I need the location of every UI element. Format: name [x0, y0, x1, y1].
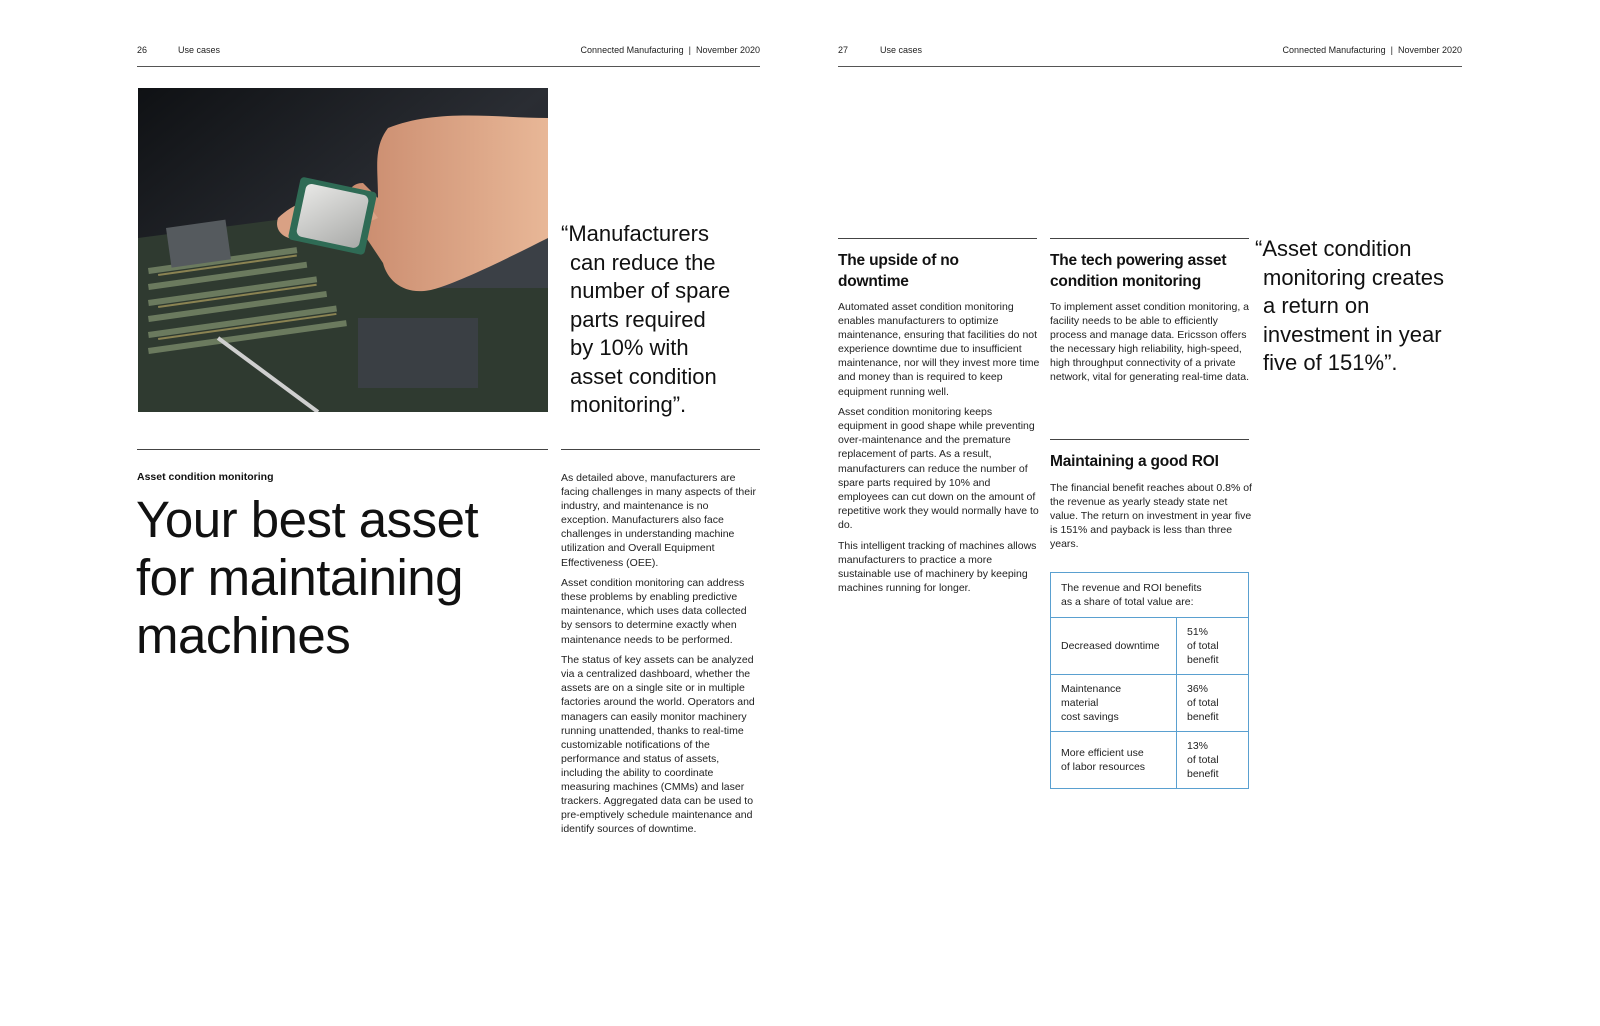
value-line: benefit: [1187, 654, 1219, 666]
col2-body: [1050, 300, 1252, 391]
paragraph: As detailed above, manufacturers are facing challenges in many aspects of their industry, and maintenance is no exception. Manufacturers also face challenges in understanding machine utilization and Overall Equipment Effectiveness (OEE).: [561, 472, 756, 569]
row-label: [1051, 675, 1177, 732]
value-line: benefit: [1187, 768, 1219, 780]
col2-heading: [1050, 250, 1226, 292]
quote-line: “Asset condition: [1255, 236, 1412, 261]
row-value: [1177, 675, 1249, 732]
value-line: of total: [1187, 697, 1219, 709]
title-line: machines: [136, 607, 351, 664]
paragraph: To implement asset condition monitoring, a facility needs to be able to efficiently process and manage data. Ericsson offers the necessary high reliability, high-speed, high throughput connectivity of a private network, vital for generating real-time data.: [1050, 301, 1250, 384]
table-row: [1051, 618, 1249, 675]
row-value: [1177, 618, 1249, 675]
section-label: Use cases: [178, 45, 221, 55]
paragraph: The financial benefit reaches about 0.8% of the revenue as yearly steady state net value. The return on investment in year five is 151% and payback is less than three years.: [1050, 482, 1252, 551]
column-rule: [838, 238, 1037, 239]
page-number: 26: [137, 45, 148, 55]
label-line: of labor resources: [1061, 761, 1146, 773]
header-rule: [137, 66, 760, 67]
table-row: [1051, 675, 1249, 732]
label-line: More efficient use: [1061, 747, 1144, 759]
label-line: Decreased downtime: [1061, 640, 1160, 652]
quote-line: asset condition: [570, 363, 717, 389]
body-column: [561, 471, 756, 843]
heading-line: condition monitoring: [1050, 273, 1201, 290]
title-line: for maintaining: [136, 549, 464, 606]
heading-line: The upside of no: [838, 252, 959, 269]
roi-body: [1050, 481, 1252, 558]
quote-line: five of 151%”.: [1263, 350, 1398, 375]
section-rule: [561, 449, 760, 450]
page-title: [136, 491, 478, 665]
value-line: of total: [1187, 640, 1219, 652]
row-label: [1051, 732, 1177, 789]
quote-line: can reduce the: [570, 249, 716, 275]
caption-line: The revenue and ROI benefits: [1061, 582, 1202, 594]
quote-line: monitoring”.: [570, 392, 687, 417]
label-line: cost savings: [1061, 711, 1119, 723]
quote-line: monitoring creates: [1263, 264, 1444, 290]
paragraph: Asset condition monitoring can address these problems by enabling predictive maintenance, which uses data collected by sensors to determine exactly when maintenance needs to be performed.: [561, 577, 747, 646]
page-number: 27: [838, 45, 849, 55]
value-line: 36%: [1187, 683, 1209, 695]
quote-line: “Manufacturers: [561, 221, 709, 246]
paragraph: The status of key assets can be analyzed via a centralized dashboard, whether the assets are on a single site or in multiple factories around the world. Operators and managers can easily monitor machinery running unattended, thanks to real-time customizable notifications of the performance and status of assets, including the ability to coordinate measuring machines (CMMs) and laser trackers. Aggregated data can be used to pre-emptively schedule maintenance and identify sources of downtime.: [561, 654, 755, 836]
quote-line: a return on: [1263, 293, 1370, 318]
hand-holding-chip-photo: [138, 88, 548, 412]
table-caption: [1051, 573, 1249, 618]
running-title: Connected Manufacturing | November 2020: [580, 45, 760, 55]
section-rule: [137, 449, 548, 450]
title-line: Your best asset: [136, 491, 479, 548]
column-rule: [1050, 238, 1249, 239]
running-title: Connected Manufacturing | November 2020: [1282, 45, 1462, 55]
value-line: 51%: [1187, 626, 1209, 638]
roi-heading: Maintaining a good ROI: [1050, 453, 1219, 470]
quote-line: investment in year: [1263, 321, 1442, 347]
label-line: Maintenance: [1061, 683, 1122, 695]
quote-line: parts required: [570, 306, 706, 332]
roi-table: [1050, 572, 1249, 789]
paragraph: This intelligent tracking of machines allows manufacturers to practice a more sustainable use of machinery by keeping machines running for longer.: [838, 539, 1037, 594]
value-line: of total: [1187, 754, 1219, 766]
table-row: [1051, 732, 1249, 789]
pull-quote: [561, 220, 730, 420]
row-value: [1177, 732, 1249, 789]
roi-rule: [1050, 439, 1249, 440]
pull-quote: [1255, 235, 1444, 378]
quote-line: by 10% with: [570, 335, 689, 360]
header-rule: [838, 66, 1462, 67]
caption-line: as a share of total value are:: [1061, 596, 1194, 608]
quote-line: number of spare: [570, 278, 731, 303]
value-line: 13%: [1187, 740, 1209, 752]
label-line: material: [1061, 697, 1099, 709]
row-label: [1051, 618, 1177, 675]
section-label: Use cases: [880, 45, 923, 55]
col1-heading: [838, 250, 959, 292]
heading-line: downtime: [838, 273, 909, 290]
paragraph: Asset condition monitoring keeps equipment in good shape while preventing over-maintenance and the premature replacement of parts. As a result, manufacturers can reduce the number of spare parts required by 10% and employees can cut down on the amount of repetitive work they would normally have to do.: [838, 406, 1039, 531]
heading-line: The tech powering asset: [1050, 252, 1227, 269]
paragraph: Automated asset condition monitoring enables manufacturers to optimize maintenance, ensuring that facilities do not experience downtime due to insufficient maintenance, nor will they invest more time and money than is required to keep equipment running well.: [838, 301, 1040, 398]
kicker: Asset condition monitoring: [137, 471, 274, 483]
value-line: benefit: [1187, 711, 1219, 723]
col1-body: [838, 300, 1040, 601]
